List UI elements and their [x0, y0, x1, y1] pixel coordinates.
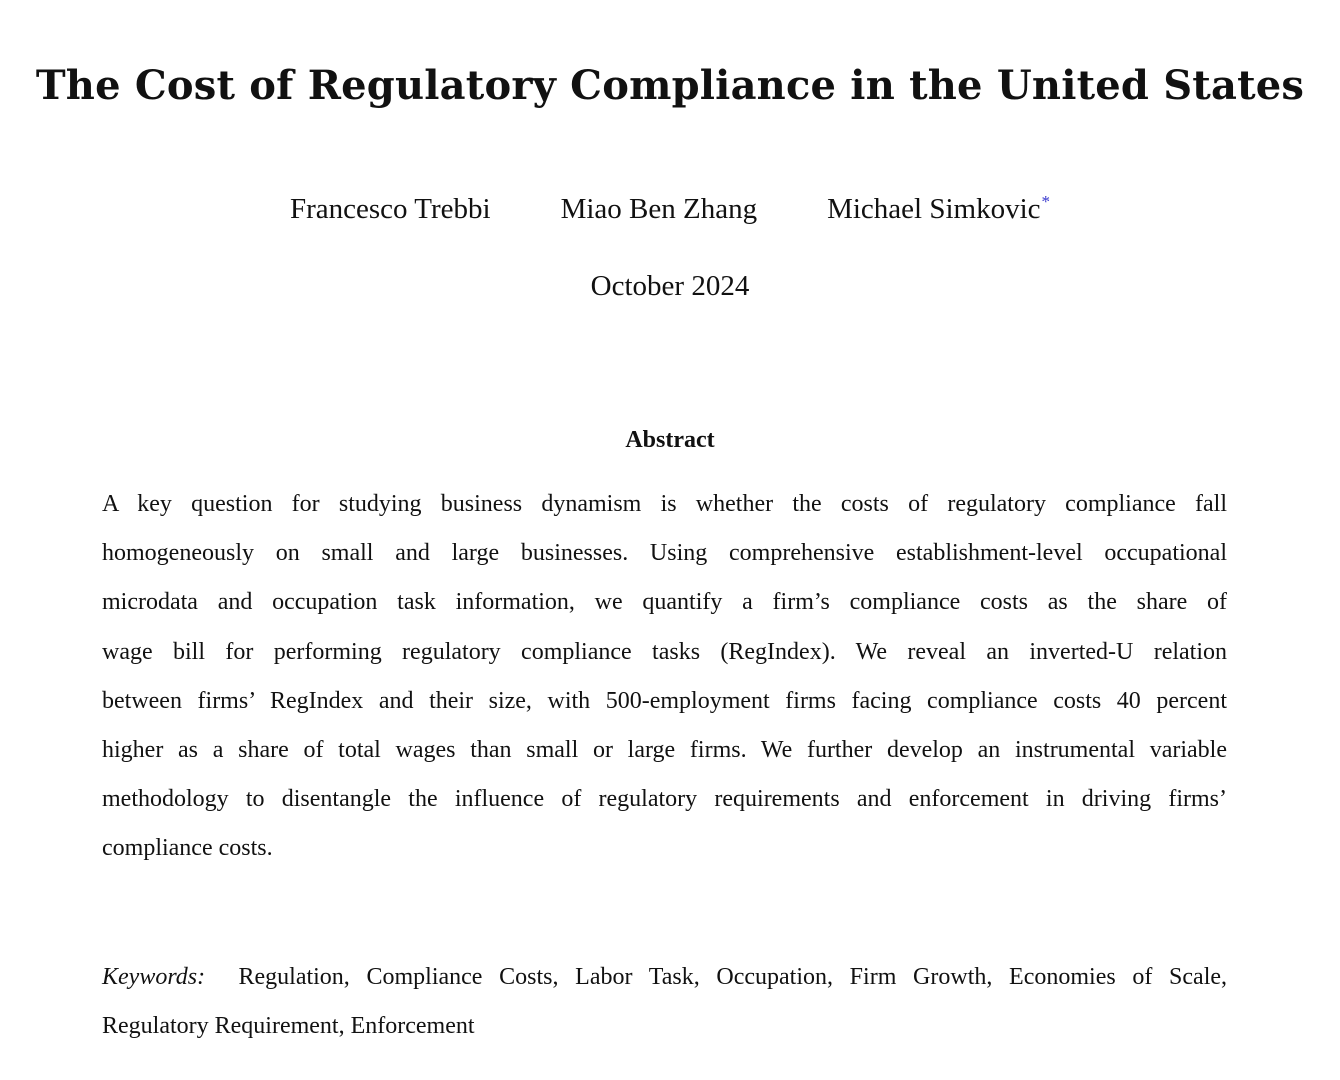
publication-date: October 2024 [590, 270, 750, 302]
abstract-line: microdata and occupation task information, we quantify a firm’s compliance costs as the share of [102, 589, 1227, 616]
abstract-line: A key question for studying business dynamism is whether the costs of regulatory compliance fall [102, 491, 1227, 517]
author-name-text: Miao Ben Zhang [560, 193, 758, 225]
paper-title: The Cost of Regulatory Compliance in the United States [35, 62, 1305, 109]
abstract-line: higher as a share of total wages than small or large firms. We further develop an instrumental variable [102, 736, 1227, 763]
author-name [827, 190, 1050, 228]
keywords-list: Regulation, Compliance Costs, Labor Task, Occupation, Firm Growth, Economies of Scale, [238, 964, 1228, 990]
author-name [290, 190, 491, 228]
author-name [561, 190, 758, 228]
abstract-line: methodology to disentangle the influence of regulatory requirements and enforcement in driving firms’ [102, 786, 1227, 813]
author-footnote-link[interactable]: * [1041, 192, 1051, 212]
keywords-section [102, 953, 1227, 1051]
keywords-line [102, 953, 1227, 1002]
abstract-line: compliance costs. [102, 835, 273, 862]
author-list [0, 190, 1340, 228]
abstract-line: wage bill for performing regulatory compliance tasks (RegIndex). We reveal an inverted-U relation [102, 638, 1227, 665]
abstract-line: homogeneously on small and large businesses. Using comprehensive establishment-level occupational [102, 540, 1227, 567]
author-name-text: Francesco Trebbi [289, 193, 491, 225]
author-name-text: Michael Simkovic [827, 193, 1041, 225]
abstract-heading: Abstract [625, 427, 715, 453]
abstract-line: between firms’ RegIndex and their size, with 500-employment firms facing compliance costs 40 percent [102, 687, 1227, 714]
keywords-line: Regulatory Requirement, Enforcement [102, 1013, 475, 1040]
abstract-body [102, 480, 1227, 874]
keywords-label: Keywords: [102, 964, 206, 990]
